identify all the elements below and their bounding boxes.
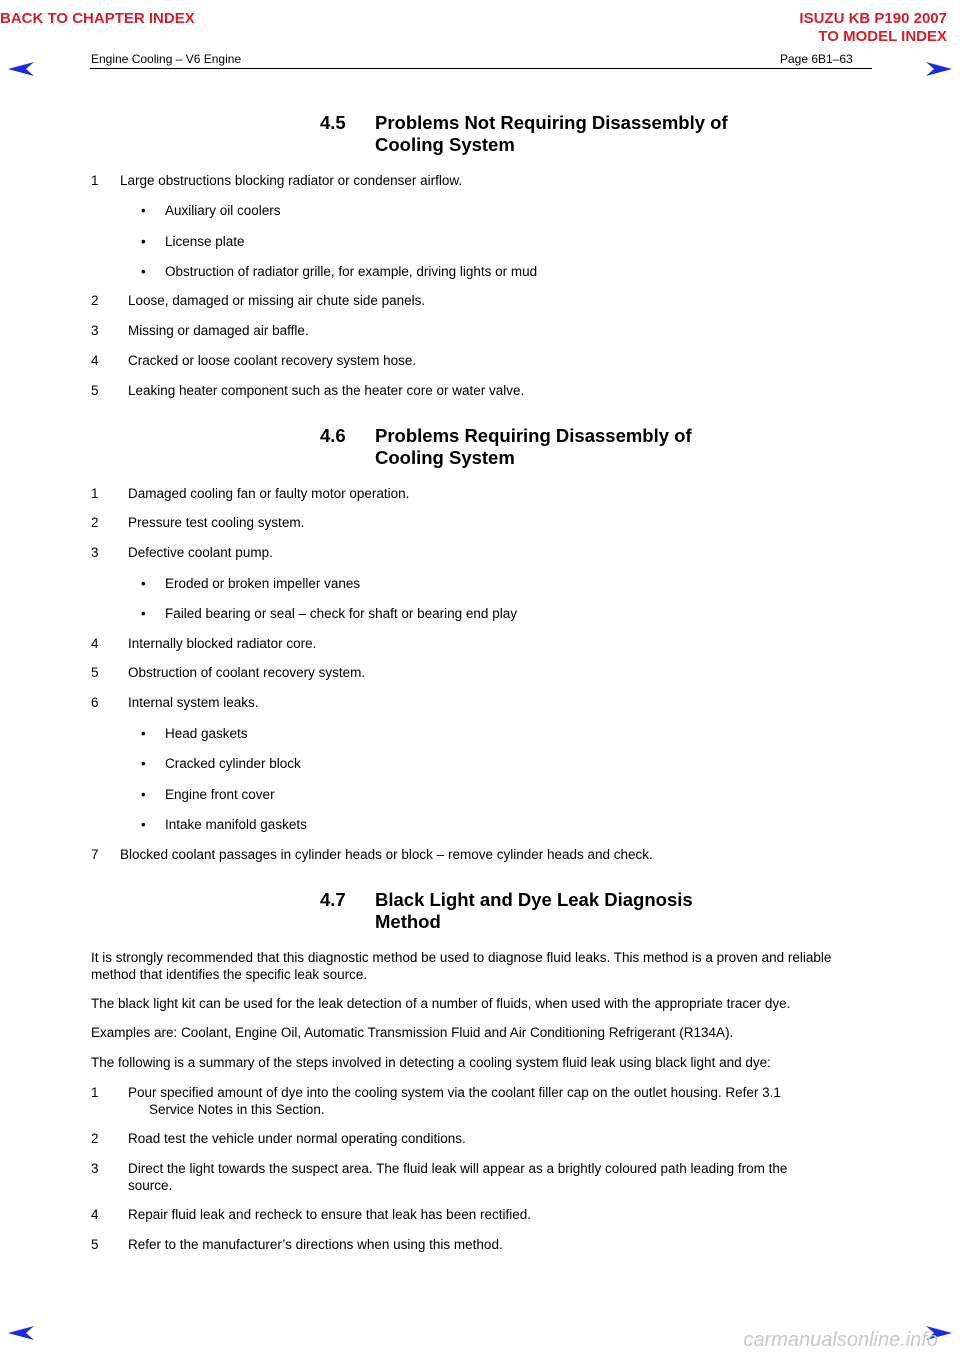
section-number: 4.6 (320, 425, 346, 446)
step-text: Repair fluid leak and recheck to ensure that leak has been rectified. (128, 1207, 531, 1222)
item-text: Large obstructions blocking radiator or condenser airflow. (120, 173, 463, 188)
step-text-line: Pour specified amount of dye into the cooling system via the coolant filler cap on the outlet housing. Refer 3.1 (128, 1085, 781, 1100)
page-number: Page 6B1–63 (780, 52, 853, 66)
step-text (128, 1160, 850, 1194)
section-title (375, 425, 795, 469)
section-number: 4.7 (320, 889, 346, 910)
bullet-text: Obstruction of radiator grille, for example, driving lights or mud (165, 264, 538, 279)
item-text: Leaking heater component such as the heater core or water valve. (128, 383, 525, 398)
item-number: 5 (91, 665, 99, 680)
item-number: 5 (91, 383, 99, 398)
bullet-icon: • (141, 787, 146, 802)
section-title-line: Method (375, 911, 441, 932)
item-text: Obstruction of coolant recovery system. (128, 665, 366, 680)
step-text (128, 1084, 850, 1118)
item-number: 3 (91, 545, 99, 560)
item-text: Damaged cooling fan or faulty motor operation. (128, 486, 410, 501)
previous-page-arrow-bottom-icon[interactable] (6, 1324, 36, 1342)
watermark: carmanualsonline.info (743, 1329, 938, 1351)
item-number: 1 (91, 173, 99, 188)
step-number: 1 (91, 1085, 99, 1100)
back-to-chapter-index-link[interactable]: BACK TO CHAPTER INDEX (0, 10, 195, 27)
item-text: Internal system leaks. (128, 695, 259, 710)
bullet-text: License plate (165, 234, 245, 249)
item-number: 2 (91, 515, 99, 530)
bullet-text: Intake manifold gaskets (165, 817, 307, 832)
bullet-text: Eroded or broken impeller vanes (165, 576, 361, 591)
section-title-line: Cooling System (375, 447, 515, 468)
step-text: Road test the vehicle under normal operating conditions. (128, 1131, 466, 1146)
paragraph: The following is a summary of the steps involved in detecting a cooling system fluid leak using black light and dye: (91, 1055, 771, 1070)
model-nav (799, 10, 947, 46)
bullet-icon: • (141, 264, 146, 279)
paragraph: Examples are: Coolant, Engine Oil, Automatic Transmission Fluid and Air Conditioning Refrigerant (R134A). (91, 1025, 734, 1040)
item-text: Defective coolant pump. (128, 545, 273, 560)
model-title-link[interactable]: ISUZU KB P190 2007 (799, 10, 947, 27)
item-text: Cracked or loose coolant recovery system hose. (128, 353, 417, 368)
section-title (375, 889, 795, 933)
step-number: 3 (91, 1161, 99, 1176)
previous-page-arrow-icon[interactable] (6, 60, 36, 78)
bullet-icon: • (141, 203, 146, 218)
item-number: 6 (91, 695, 99, 710)
section-title-line: Problems Requiring Disassembly of (375, 425, 692, 446)
paragraph: It is strongly recommended that this diagnostic method be used to diagnose fluid leaks. This method is a proven and reliable method that identifies the specific leak source. (91, 950, 832, 982)
step-text: Refer to the manufacturer’s directions when using this method. (128, 1237, 503, 1252)
bullet-text: Engine front cover (165, 787, 275, 802)
step-number: 4 (91, 1207, 99, 1222)
to-model-index-link[interactable]: TO MODEL INDEX (818, 28, 947, 45)
section-title-line: Cooling System (375, 134, 515, 155)
step-text-line: Direct the light towards the suspect area. The fluid leak will appear as a brightly coloured path leading from the (128, 1161, 788, 1176)
bullet-text: Cracked cylinder block (165, 756, 301, 771)
item-text: Pressure test cooling system. (128, 515, 305, 530)
section-title-line: Black Light and Dye Leak Diagnosis (375, 889, 693, 910)
item-number: 3 (91, 323, 99, 338)
paragraph: The black light kit can be used for the leak detection of a number of fluids, when used with the appropriate tracer dye. (91, 996, 791, 1011)
item-text: Missing or damaged air baffle. (128, 323, 309, 338)
running-header-title: Engine Cooling – V6 Engine (91, 52, 242, 66)
bullet-text: Auxiliary oil coolers (165, 203, 281, 218)
item-text: Internally blocked radiator core. (128, 636, 317, 651)
item-number: 1 (91, 486, 99, 501)
item-number: 7 (91, 847, 99, 862)
section-title (375, 112, 795, 156)
step-number: 2 (91, 1131, 99, 1146)
item-number: 2 (91, 293, 99, 308)
header-rule (90, 68, 872, 69)
bullet-icon: • (141, 756, 146, 771)
section-title-line: Problems Not Requiring Disassembly of (375, 112, 728, 133)
item-text: Blocked coolant passages in cylinder heads or block – remove cylinder heads and check. (120, 847, 653, 862)
item-text: Loose, damaged or missing air chute side panels. (128, 293, 426, 308)
step-text-line: source. (128, 1178, 173, 1193)
bullet-icon: • (141, 606, 146, 621)
step-text-line: Service Notes in this Section. (149, 1102, 325, 1117)
bullet-icon: • (141, 726, 146, 741)
bullet-text: Head gaskets (165, 726, 248, 741)
item-number: 4 (91, 353, 99, 368)
bullet-text: Failed bearing or seal – check for shaft or bearing end play (165, 606, 517, 621)
bullet-icon: • (141, 817, 146, 832)
section-number: 4.5 (320, 112, 346, 133)
step-number: 5 (91, 1237, 99, 1252)
item-number: 4 (91, 636, 99, 651)
bullet-icon: • (141, 234, 146, 249)
bullet-icon: • (141, 576, 146, 591)
next-page-arrow-icon[interactable] (924, 60, 954, 78)
